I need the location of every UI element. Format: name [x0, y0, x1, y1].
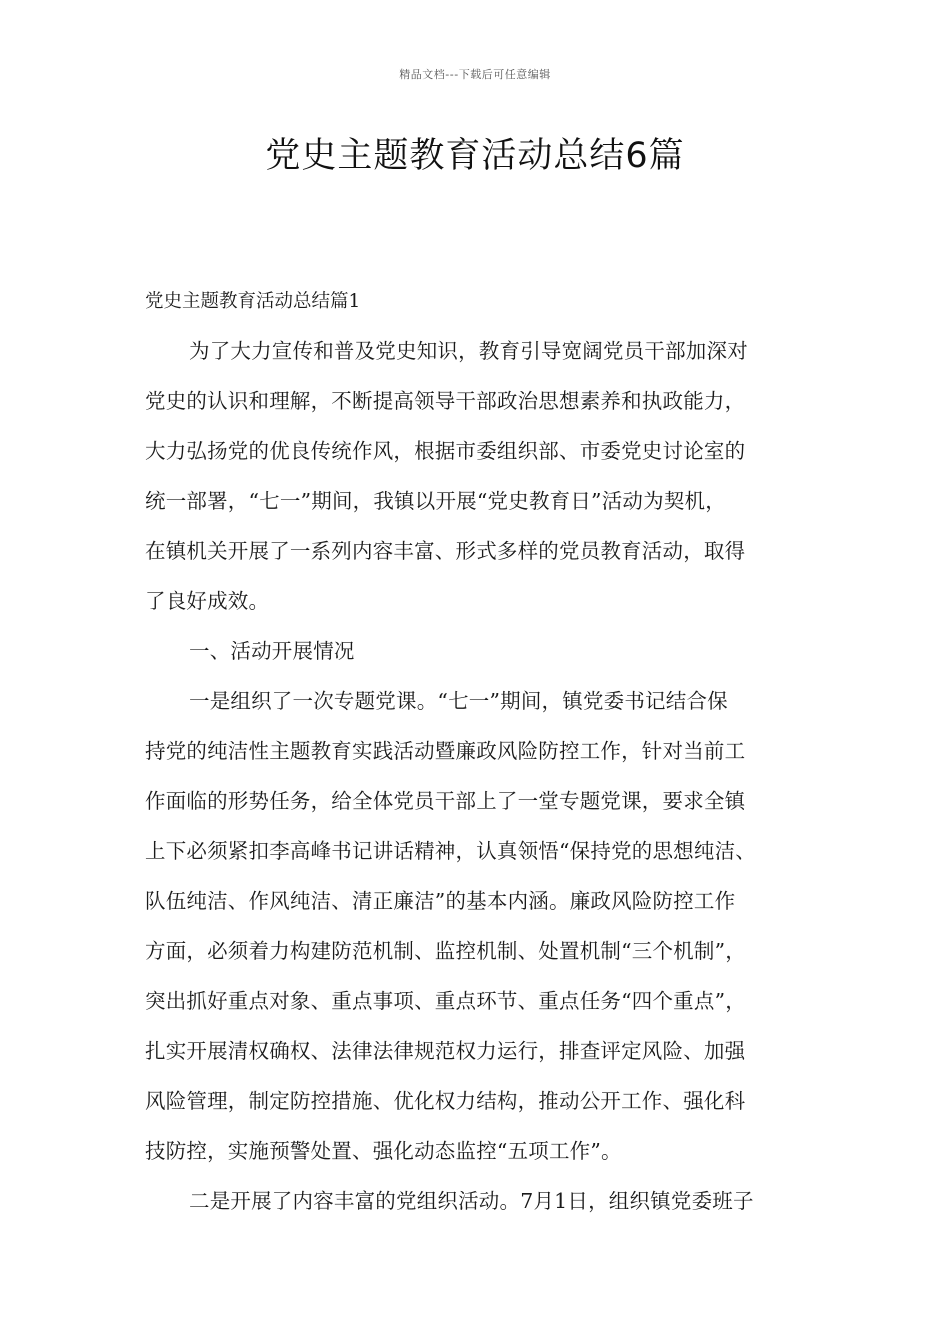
text-line: 风险管理，制定防控措施、优化权力结构，推动公开工作、强化科 [145, 1089, 746, 1113]
text-line: 了良好成效。 [145, 589, 270, 613]
text-line: 方面，必须着力构建防范机制、监控机制、处置机制“三个机制”， [145, 939, 746, 963]
text-line: 在镇机关开展了一系列内容丰富、形式多样的党员教育活动，取得 [145, 539, 746, 563]
text-line: 持党的纯洁性主题教育实践活动暨廉政风险防控工作，针对当前工 [145, 739, 746, 763]
text-line: 作面临的形势任务，给全体党员干部上了一堂专题党课，要求全镇 [145, 789, 746, 813]
body-text [145, 334, 825, 1234]
text-line: 扎实开展清权确权、法律法律规范权力运行，排查评定风险、加强 [145, 1039, 746, 1063]
text-line: 突出抓好重点对象、重点事项、重点环节、重点任务“四个重点”， [145, 989, 746, 1013]
text-line: 大力弘扬党的优良传统作风，根据市委组织部、市委党史讨论室的 [145, 439, 746, 463]
section-heading: 党史主题教育活动总结篇1 [145, 291, 361, 312]
document-body [145, 284, 825, 1234]
text-line: 技防控，实施预警处置、强化动态监控“五项工作”。 [145, 1139, 622, 1163]
text-line: 为了大力宣传和普及党史知识，教育引导宽阔党员干部加深对 [189, 339, 748, 363]
text-line: 一是组织了一次专题党课。“七一”期间，镇党委书记结合保 [189, 689, 728, 713]
text-line: 党史的认识和理解，不断提高领导干部政治思想素养和执政能力， [145, 389, 746, 413]
text-line: 队伍纯洁、作风纯洁、清正廉洁”的基本内涵。廉政风险防控工作 [145, 889, 736, 913]
text-line: 统一部署，“七一”期间，我镇以开展“党史教育日”活动为契机， [145, 489, 726, 513]
page-header-note: 精品文档---下载后可任意编辑 [399, 68, 551, 81]
text-line: 上下必须紧扣李高峰书记讲话精神，认真领悟“保持党的思想纯洁、 [145, 839, 756, 863]
document-title: 党史主题教育活动总结6篇 [265, 136, 685, 176]
text-line: 二是开展了内容丰富的党组织活动。7月1日，组织镇党委班子 [189, 1189, 754, 1213]
text-line: 一、活动开展情况 [189, 639, 355, 663]
